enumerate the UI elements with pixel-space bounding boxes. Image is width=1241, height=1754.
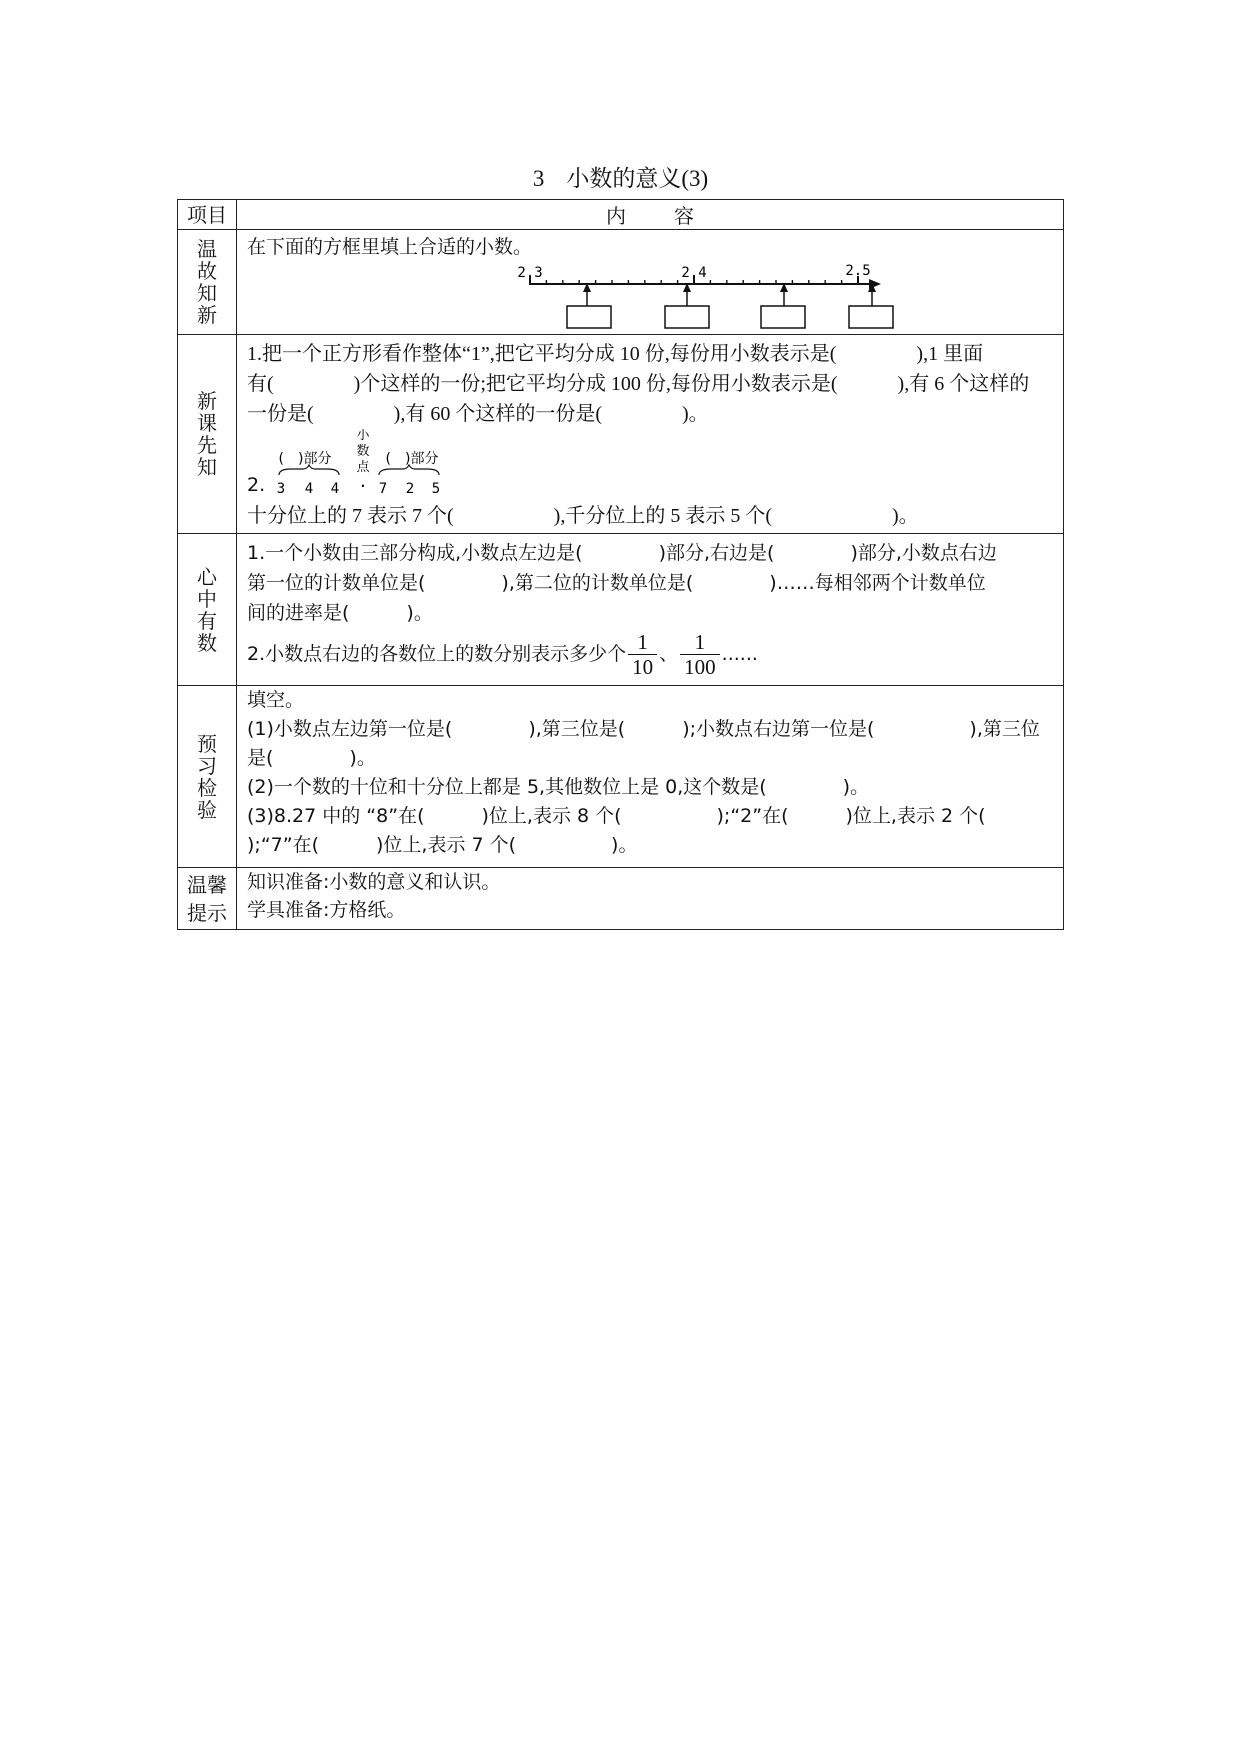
tips-line2: 学具准备:方格纸。 xyxy=(247,899,406,921)
header-content: 内容 xyxy=(237,200,1064,230)
diagram-point-label-2: 数 xyxy=(356,444,370,459)
tips-label-line2: 提示 xyxy=(187,900,227,925)
preview-line0: 填空。 xyxy=(247,689,305,711)
mind-line1: 1.一个小数由三部分构成,小数点左边是( )部分,右边是( )部分,小数点右边 xyxy=(247,542,997,564)
preview-line2: 是( )。 xyxy=(247,747,376,769)
header-item: 项目 xyxy=(178,200,237,230)
preview-line1: (1)小数点左边第一位是( ),第三位是( );小数点右边第一位是( ),第三位 xyxy=(247,718,1040,740)
preview-content xyxy=(237,686,1064,868)
row-mind xyxy=(178,534,1064,686)
tips-line1: 知识准备:小数的意义和认识。 xyxy=(247,871,501,893)
digit-right-3: 5 xyxy=(431,481,441,497)
answer-box-3[interactable] xyxy=(761,283,805,328)
diagram-right-label: ( )部分 xyxy=(385,451,439,467)
mind-line2: 第一位的计数单位是( ),第二位的计数单位是( )……每相邻两个计数单位 xyxy=(247,572,986,594)
digit-right-1: 7 xyxy=(378,481,388,497)
fraction-one-hundredth: $\frac{1}{100}$ xyxy=(680,630,720,679)
tick-label-2.5: 2.5 xyxy=(845,264,871,279)
review-instruction: 在下面的方框里填上合适的小数。 xyxy=(247,236,533,258)
tips-content xyxy=(237,868,1064,930)
row-tips xyxy=(178,868,1064,930)
mind-line4 xyxy=(247,630,1053,679)
diagram-left-label: ( )部分 xyxy=(278,451,332,467)
decimal-dot: . xyxy=(358,472,368,491)
title-number: 3 xyxy=(532,166,545,191)
answer-box-4[interactable] xyxy=(849,283,893,328)
mind-line3: 间的进率是( )。 xyxy=(247,602,433,624)
new-q2-line2: 十分位上的 7 表示 7 个( ),千分位上的 5 表示 5 个( )。 xyxy=(247,505,919,527)
preview-line3: (2)一个数的十位和十分位上都是 5,其他数位上是 0,这个数是( )。 xyxy=(247,776,870,798)
row-label-review: 温故知新 xyxy=(178,230,237,335)
tick-label-2.4: 2.4 xyxy=(681,265,707,281)
title-text: 小数的意义(3) xyxy=(566,166,709,191)
answer-box-1[interactable] xyxy=(567,283,611,328)
new-content xyxy=(237,335,1064,534)
digit-left-3: 4 xyxy=(330,481,340,497)
row-new xyxy=(178,335,1064,534)
preview-line5: );“7”在( )位上,表示 7 个( )。 xyxy=(247,834,638,856)
new-q1-line1: 1.把一个正方形看作整体“1”,把它平均分成 10 份,每份用小数表示是( ),1 里面 xyxy=(247,343,984,365)
new-q2-diagram-block xyxy=(247,429,1053,501)
header-row xyxy=(178,200,1064,230)
mind-content xyxy=(237,534,1064,686)
page-title xyxy=(0,160,1241,193)
tick-label-2.3: 2.3 xyxy=(517,265,543,281)
diagram-point-label-1: 小 xyxy=(356,429,370,443)
row-label-new: 新课先知 xyxy=(178,335,237,534)
number-line xyxy=(237,264,1065,334)
digit-left-1: 3 xyxy=(276,481,286,497)
digit-left-2: 4 xyxy=(304,481,314,497)
row-review xyxy=(178,230,1064,335)
worksheet-table xyxy=(177,199,1064,930)
answer-box-2[interactable] xyxy=(665,283,709,328)
new-q1-line3: 一份是( ),有 60 个这样的一份是( )。 xyxy=(247,403,709,425)
digit-right-2: 2 xyxy=(405,481,415,497)
row-label-tips xyxy=(178,868,237,930)
fraction-separator: 、 xyxy=(659,643,679,665)
row-preview xyxy=(178,686,1064,868)
diagram-point-label-3: 点 xyxy=(356,460,370,475)
tips-label-line1: 温馨 xyxy=(187,872,227,897)
mind-line4-prefix: 2.小数点右边的各数位上的数分别表示多少个 xyxy=(247,643,627,665)
review-content xyxy=(237,230,1064,335)
row-label-mind: 心中有数 xyxy=(178,534,237,686)
new-q1-line2: 有( )个这样的一份;把它平均分成 100 份,每份用小数表示是( ),有 6 个这样的 xyxy=(247,373,1030,395)
new-q2-prefix: 2. xyxy=(247,474,266,496)
fraction-one-tenth: $\frac{1}{10}$ xyxy=(628,630,657,679)
decimal-parts-diagram xyxy=(269,429,489,501)
preview-line4: (3)8.27 中的 “8”在( )位上,表示 8 个( );“2”在( )位上,表示 2 个( xyxy=(247,805,986,827)
row-label-preview: 预习检验 xyxy=(178,686,237,868)
mind-line4-suffix: ...... xyxy=(721,643,758,665)
